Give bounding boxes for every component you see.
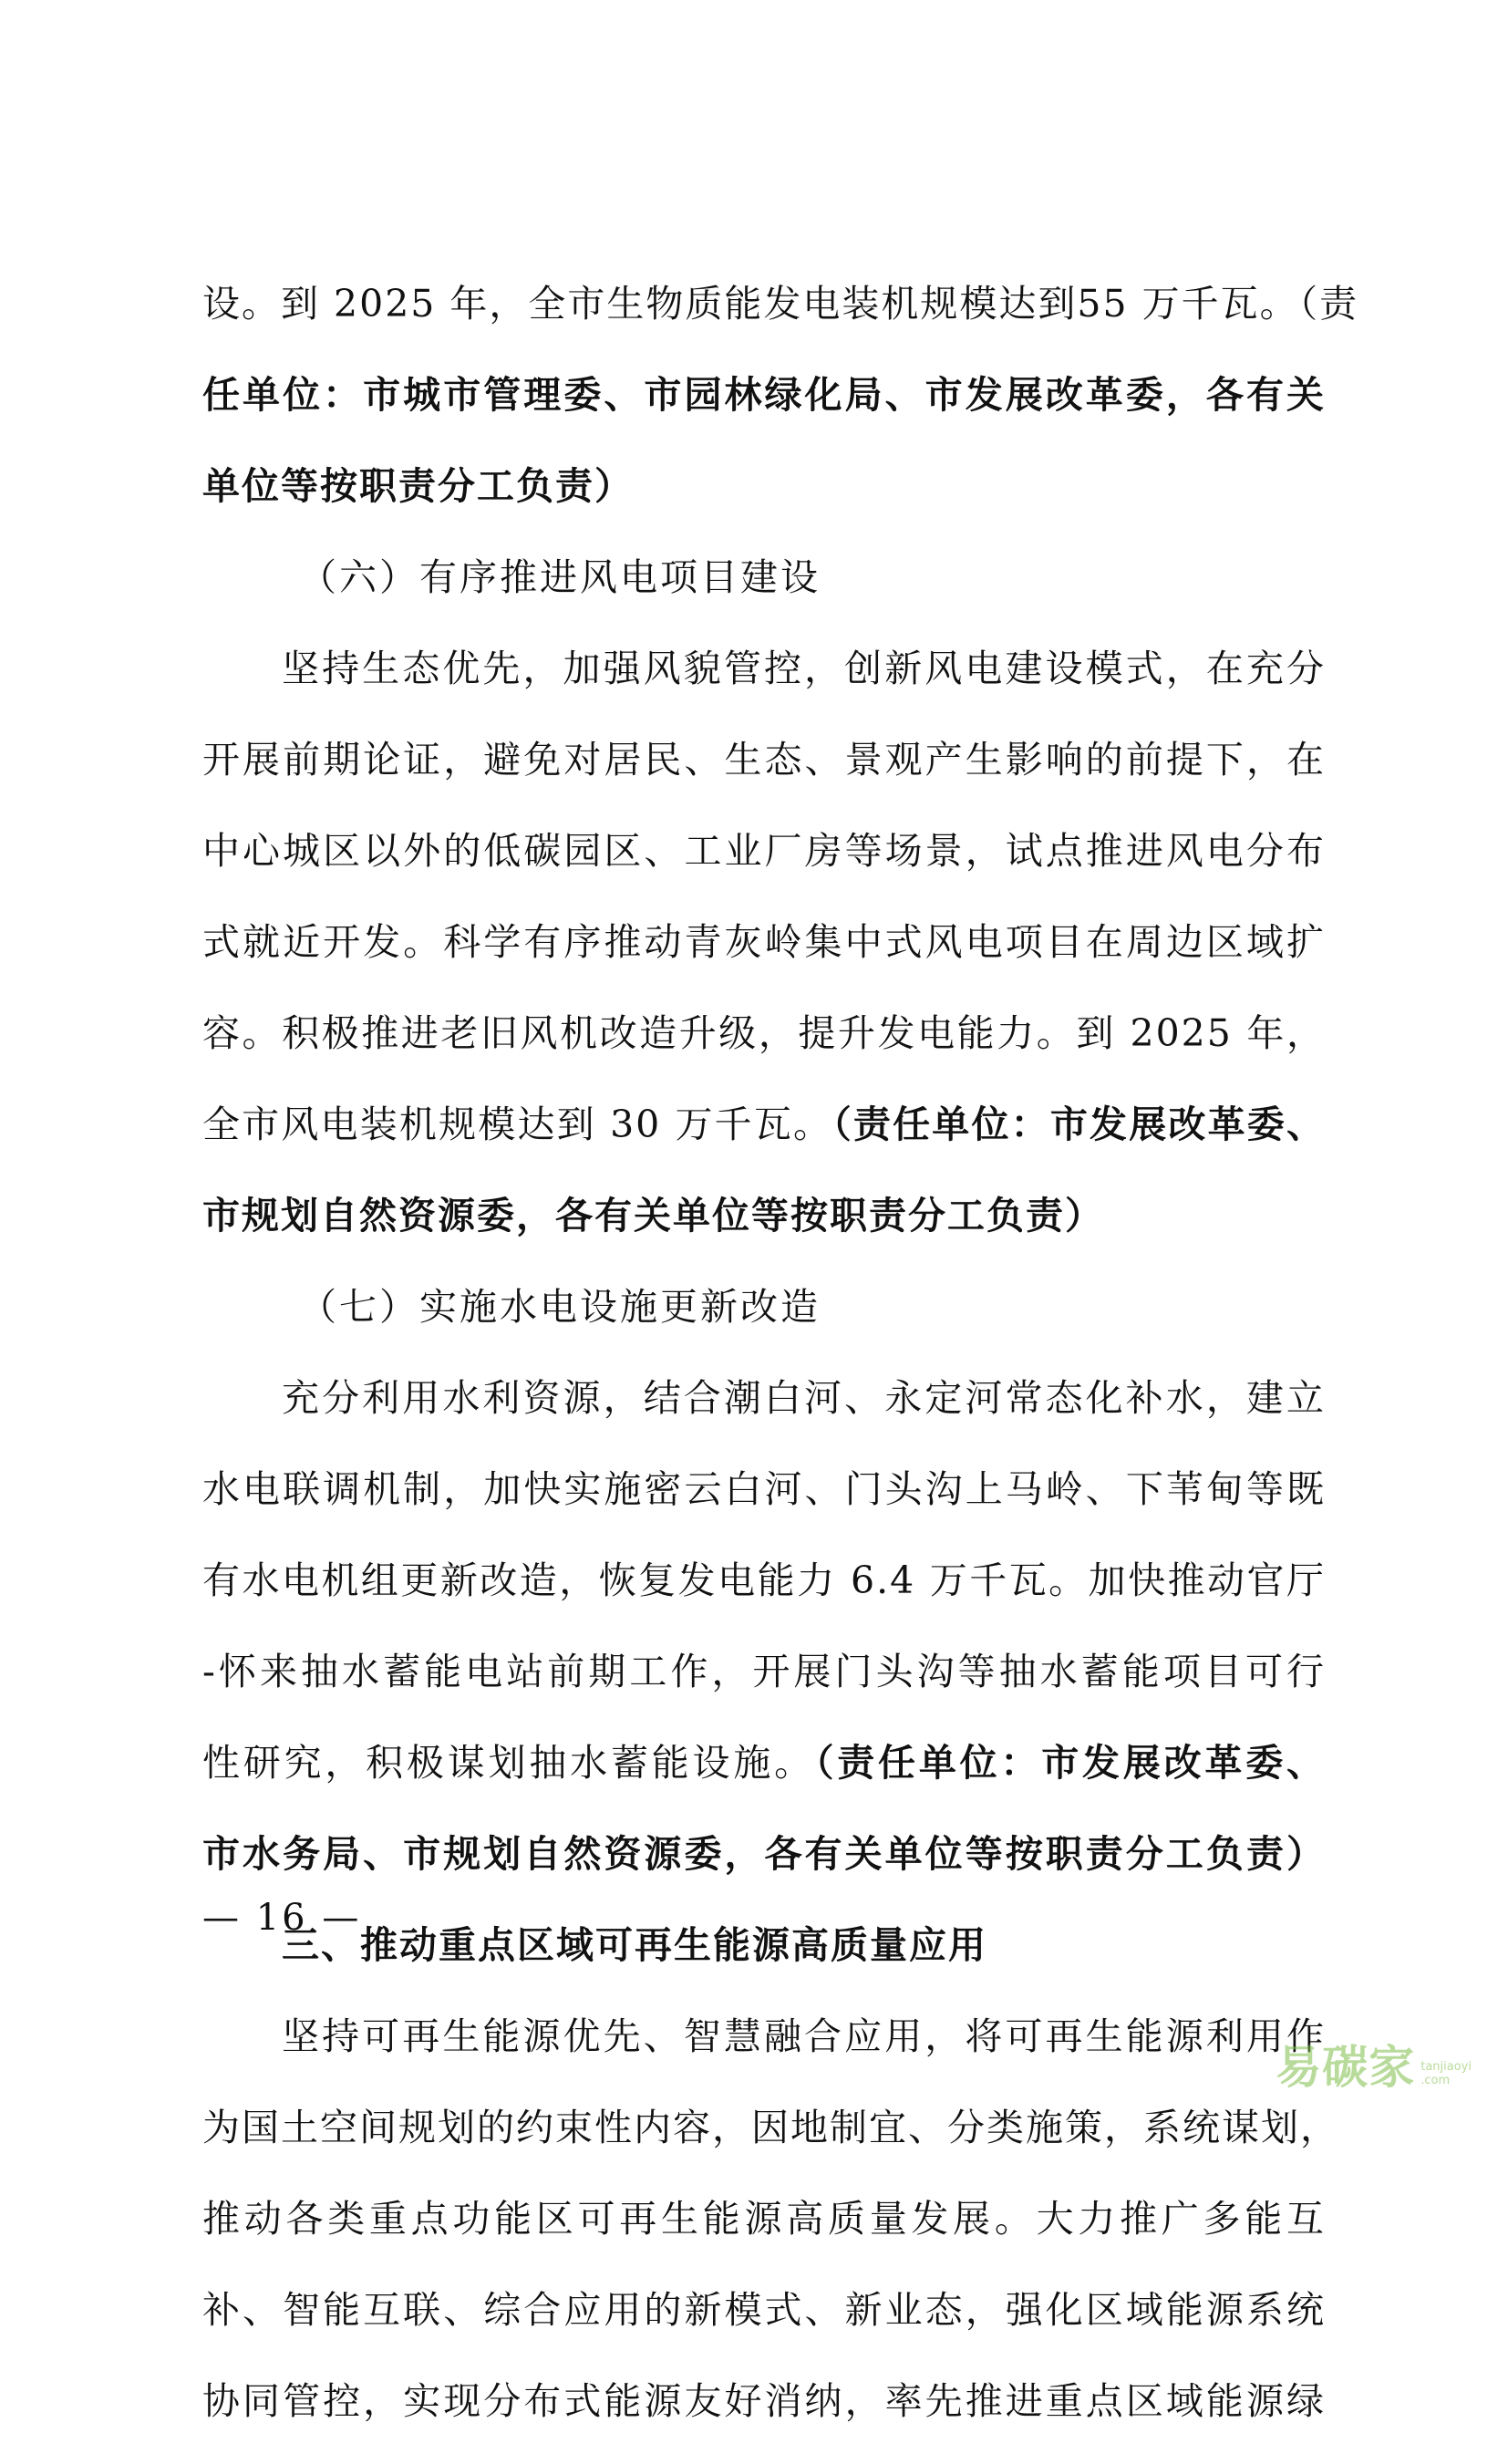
- responsibility-span: （责任单位：市发展改革委、: [832, 1103, 1326, 1146]
- text-line: 市规划自然资源委，各有关单位等按职责分工负责）: [202, 1194, 1104, 1237]
- text-span: 全市风电装机规模达到 30 万千瓦。: [202, 1103, 833, 1146]
- text-line: [202, 1096, 1326, 1187]
- watermark-domain-line: .com: [1420, 2074, 1451, 2087]
- text-line: 水电联调机制，加快实施密云白河、门头沟上马岭、下苇甸等既: [202, 1467, 1326, 1511]
- text-line: 任单位：市城市管理委、市园林绿化局、市发展改革委，各有关: [202, 373, 1326, 417]
- text-line: -怀来抽水蓄能电站前期工作，开展门头沟等抽水蓄能项目可行: [202, 1650, 1326, 1693]
- text-line: 容。积极推进老旧风机改造升级，提升发电能力。到 2025 年，: [202, 1011, 1326, 1055]
- page-number: — 16 —: [202, 1897, 362, 1939]
- text-line: 充分利用水利资源，结合潮白河、永定河常态化补水，建立: [282, 1376, 1326, 1420]
- watermark: [1276, 2031, 1472, 2096]
- watermark-logo: 易碳家: [1276, 2041, 1416, 2094]
- section-heading: 三、推动重点区域可再生能源高质量应用: [282, 1923, 987, 1967]
- sub-heading: （六）有序推进风电项目建设: [299, 555, 821, 599]
- text-line: 坚持可再生能源优先、智慧融合应用，将可再生能源利用作: [282, 2014, 1326, 2058]
- text-line: 协同管控，实现分布式能源友好消纳，率先推进重点区域能源绿: [202, 2379, 1326, 2423]
- responsibility-span: （责任单位：市发展改革委、: [814, 1741, 1327, 1785]
- text-line: 中心城区以外的低碳园区、工业厂房等场景，试点推进风电分布: [202, 829, 1326, 873]
- text-line: 为国土空间规划的约束性内容，因地制宜、分类施策，系统谋划，: [202, 2106, 1339, 2149]
- watermark-domain-line: tanjiaoyi: [1420, 2060, 1472, 2074]
- text-line: 单位等按职责分工负责）: [202, 464, 634, 508]
- text-line: 设。到 2025 年，全市生物质能发电装机规模达到55 万千瓦。（责: [202, 282, 1359, 326]
- text-line: [202, 1734, 1326, 1826]
- text-line: 开展前期论证，避免对居民、生态、景观产生影响的前提下，在: [202, 738, 1326, 782]
- text-line: 式就近开发。科学有序推动青灰岭集中式风电项目在周边区域扩: [202, 920, 1326, 964]
- text-line: 有水电机组更新改造，恢复发电能力 6.4 万千瓦。加快推动官厅: [202, 1558, 1326, 1602]
- text-line: 坚持生态优先，加强风貌管控，创新风电建设模式，在充分: [282, 647, 1326, 690]
- text-span: 性研究，积极谋划抽水蓄能设施。: [202, 1741, 815, 1785]
- text-line: 补、智能互联、综合应用的新模式、新业态，强化区域能源系统: [202, 2288, 1326, 2332]
- text-line: 市水务局、市规划自然资源委，各有关单位等按职责分工负责）: [202, 1832, 1326, 1876]
- sub-heading: （七）实施水电设施更新改造: [299, 1285, 821, 1329]
- text-line: 推动各类重点功能区可再生能源高质量发展。大力推广多能互: [202, 2197, 1326, 2241]
- watermark-domain: [1420, 2060, 1472, 2096]
